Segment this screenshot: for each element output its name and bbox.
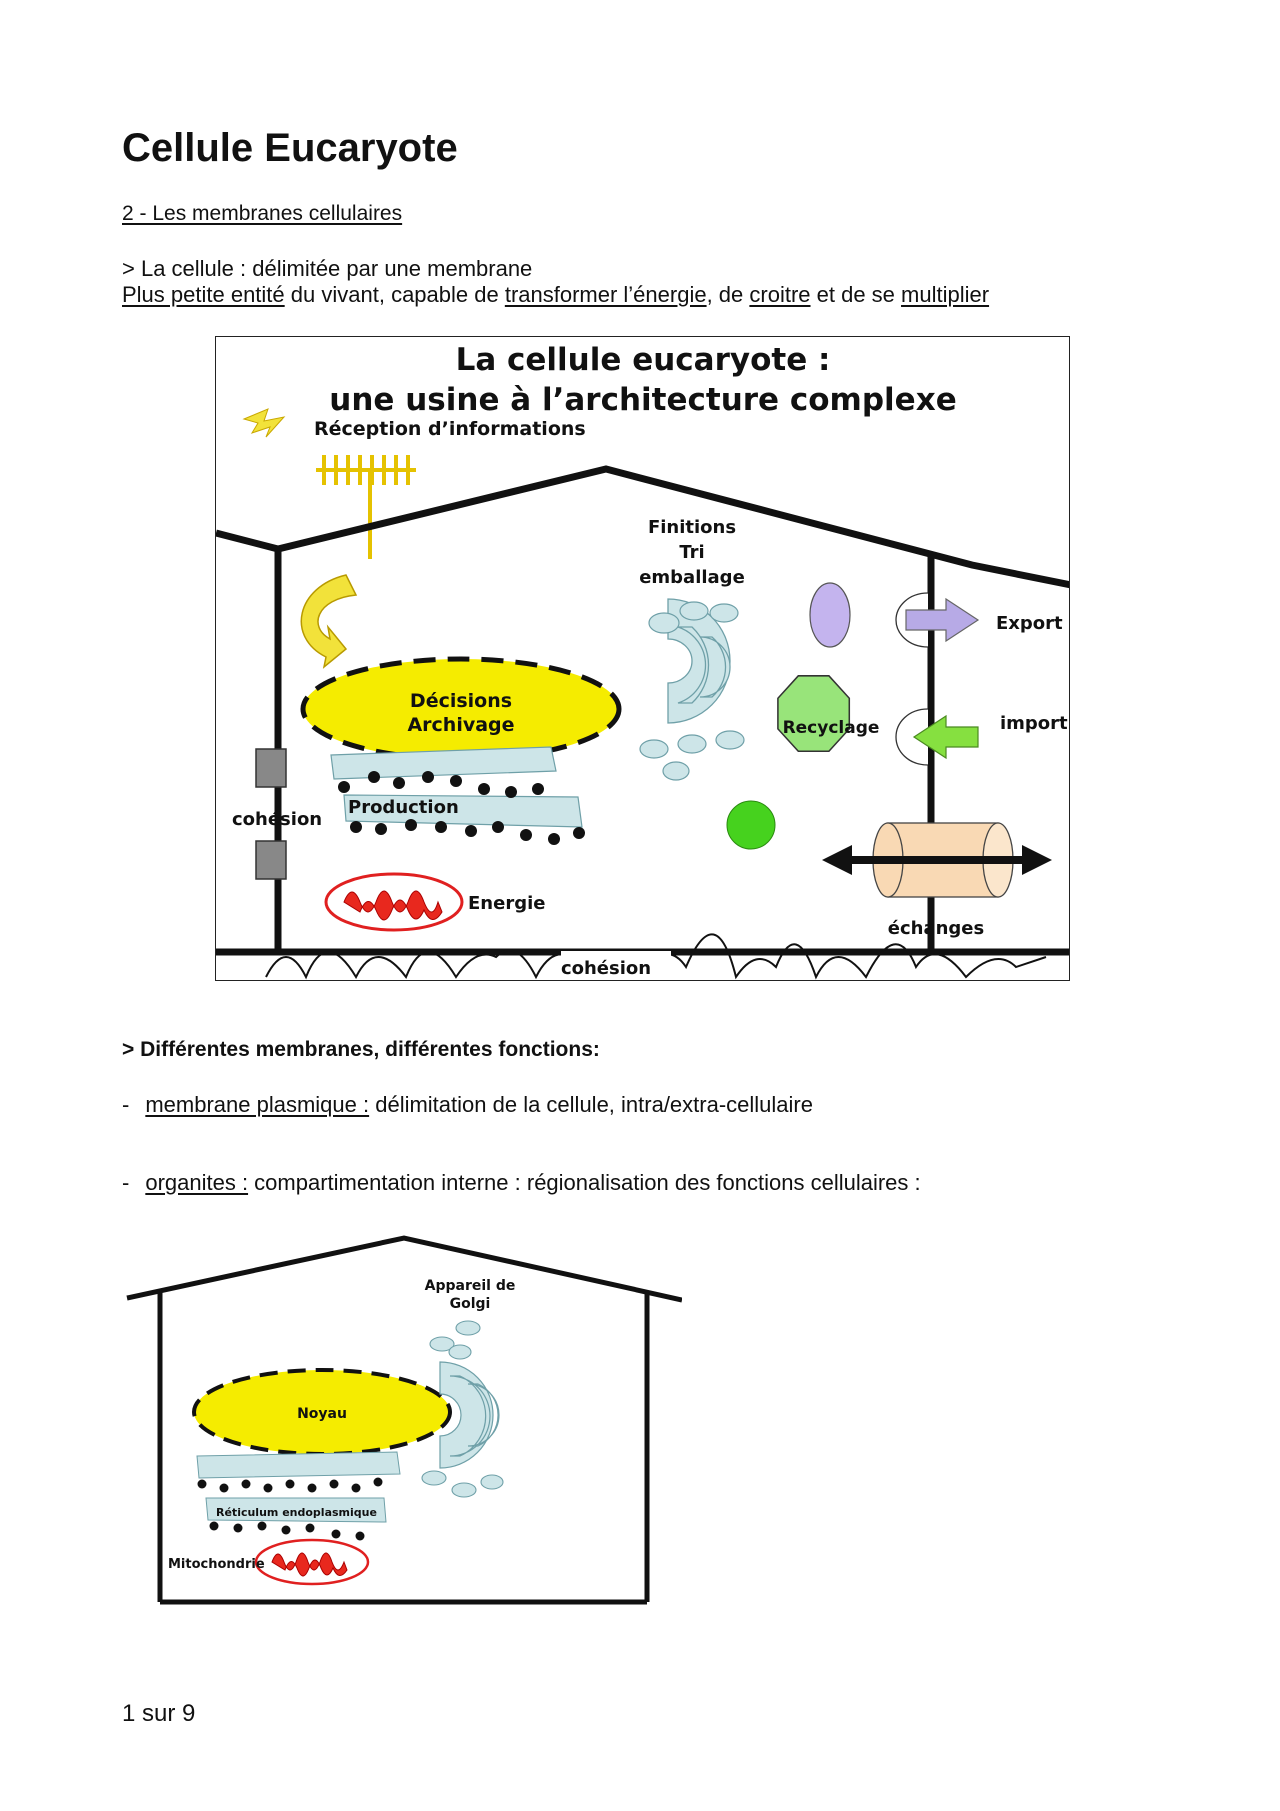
label-golgi-2: Golgi (449, 1296, 491, 1312)
bullet-item (122, 1170, 921, 1196)
page-footer: 1 sur 9 (122, 1700, 196, 1727)
intro-sentence (122, 282, 989, 308)
section-heading: 2 - Les membranes cellulaires (122, 202, 403, 225)
junction-block (256, 841, 286, 879)
intro-term-grow: croitre (749, 282, 811, 307)
intro-text: , de (706, 282, 750, 307)
bullet-item (122, 1092, 813, 1118)
membrane-channel (822, 823, 1052, 897)
label-export: Export (996, 613, 1063, 634)
lysosome (778, 676, 849, 751)
label-echanges: échanges (887, 918, 985, 939)
bullet-term: membrane plasmique : (145, 1092, 370, 1117)
green-vesicle (727, 801, 775, 849)
figure-cell-organelles (122, 1232, 682, 1612)
bullet-dash: - (122, 1170, 130, 1195)
endoplasmic-reticulum (331, 747, 556, 779)
label-tri: Tri (679, 542, 705, 563)
label-cohesion-side: cohésion (232, 809, 323, 830)
intro-text: du vivant, capable de (284, 282, 505, 307)
label-emballage: emballage (639, 567, 745, 588)
label-cohesion-bottom: cohésion (560, 958, 652, 979)
label-golgi: Appareil de (424, 1278, 516, 1294)
curved-arrow-icon (301, 575, 356, 667)
label-finitions: Finitions (647, 517, 737, 538)
label-decisions: Décisions (409, 690, 513, 712)
label-energie: Energie (468, 893, 546, 914)
antenna-icon (316, 455, 416, 559)
label-reticulum: Réticulum endoplasmique (216, 1506, 377, 1519)
label-import: import (1000, 713, 1068, 734)
bullet-text: délimitation de la cellule, intra/extra-cellulaire (369, 1092, 813, 1117)
intro-text: et de se (810, 282, 902, 307)
page-title: Cellule Eucaryote (122, 126, 458, 170)
endoplasmic-reticulum (197, 1452, 400, 1478)
bullet-text: compartimentation interne : régionalisation des fonctions cellulaires : (248, 1170, 921, 1195)
figure-title-line1: La cellule eucaryote : (455, 342, 831, 378)
figure-cell-factory (215, 336, 1070, 981)
intro-term-energy: transformer l’énergie (504, 282, 707, 307)
subheading: > Différentes membranes, différentes fonctions: (122, 1038, 600, 1061)
label-recyclage: Recyclage (782, 718, 880, 738)
label-production: Production (348, 797, 459, 818)
intro-lead: > La cellule : délimitée par une membrane (122, 256, 533, 281)
intro-term-entity: Plus petite entité (122, 282, 285, 307)
bullet-term: organites : (145, 1170, 249, 1195)
intro-term-multiply: multiplier (901, 282, 990, 307)
figure-title-line2: une usine à l’architecture complexe (329, 382, 957, 418)
label-archivage: Archivage (407, 714, 515, 736)
lightning-icon (244, 409, 284, 437)
bullet-dash: - (122, 1092, 130, 1117)
label-mitochondrie: Mitochondrie (168, 1557, 265, 1572)
junction-block (256, 749, 286, 787)
label-reception: Réception d’informations (314, 418, 586, 440)
secretory-vesicle (810, 583, 850, 647)
label-noyau: Noyau (297, 1406, 347, 1422)
